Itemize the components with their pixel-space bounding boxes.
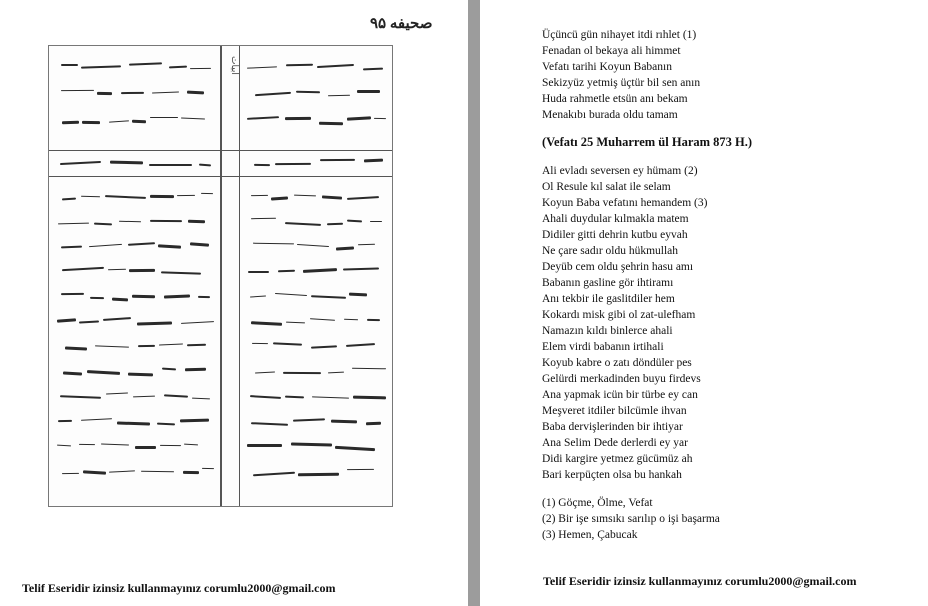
- handwritten-stroke: [303, 268, 337, 273]
- handwritten-stroke: [137, 322, 172, 326]
- handwritten-stroke: [103, 317, 131, 321]
- handwritten-stroke: [150, 195, 174, 198]
- handwritten-stroke: [252, 343, 268, 344]
- verse-line: Didiler gitti dehrin kutbu eyvah: [542, 229, 688, 241]
- handwritten-stroke: [312, 396, 349, 398]
- handwritten-stroke: [62, 198, 76, 201]
- handwritten-stroke: [347, 220, 362, 223]
- handwritten-stroke: [285, 222, 321, 226]
- handwritten-stroke: [61, 293, 84, 295]
- handwritten-stroke: [310, 318, 335, 320]
- handwritten-stroke: [63, 372, 82, 376]
- handwritten-stroke: [293, 418, 325, 421]
- handwritten-stroke: [320, 159, 355, 161]
- handwritten-stroke: [353, 396, 386, 400]
- handwritten-stroke: [187, 91, 204, 95]
- handwritten-stroke: [97, 92, 112, 95]
- handwritten-stroke: [322, 195, 342, 199]
- stanza-2: [542, 163, 752, 483]
- handwritten-stroke: [286, 322, 305, 324]
- verse-line: Ol Resule kıl salat ile selam: [542, 181, 671, 193]
- verse-line: Koyun Baba vefatını hemandem (3): [542, 197, 708, 209]
- handwritten-stroke: [296, 91, 320, 94]
- handwritten-stroke: [298, 473, 339, 477]
- death-date: (Vefatı 25 Muharrem ül Haram 873 H.): [542, 135, 753, 149]
- handwritten-stroke: [343, 267, 379, 270]
- handwritten-stroke: [190, 242, 209, 246]
- handwritten-stroke: [275, 293, 307, 296]
- handwritten-stroke: [62, 267, 104, 271]
- verse-line: Kokardı misk gibi ol zat-ulefham: [542, 309, 696, 321]
- handwritten-stroke: [95, 345, 129, 347]
- handwritten-stroke: [79, 320, 99, 323]
- handwritten-stroke: [128, 242, 155, 246]
- handwritten-stroke: [331, 420, 357, 424]
- handwritten-stroke: [187, 344, 206, 346]
- handwritten-stroke: [358, 244, 375, 246]
- header-rule: [49, 150, 392, 151]
- transcription-page: [480, 0, 928, 606]
- handwritten-stroke: [177, 195, 195, 196]
- handwritten-stroke: [255, 92, 291, 96]
- handwritten-stroke: [158, 244, 181, 248]
- handwritten-stroke: [327, 223, 343, 226]
- handwritten-stroke: [366, 422, 381, 426]
- copyright-footer: Telif Eseridir izinsiz kullanmayınız corumlu2000@gmail.com: [543, 574, 857, 588]
- handwritten-stroke: [278, 270, 295, 273]
- handwritten-stroke: [367, 319, 380, 321]
- handwritten-stroke: [129, 269, 155, 272]
- handwritten-stroke: [150, 220, 182, 222]
- header-rule: [49, 176, 392, 177]
- verse-line: Menakıbı burada oldu tamam: [542, 109, 678, 121]
- handwritten-stroke: [106, 393, 128, 395]
- handwritten-stroke: [328, 95, 350, 96]
- verse-line: Ana yapmak icün bir türbe ey can: [542, 389, 698, 401]
- handwritten-stroke: [112, 298, 128, 302]
- verse-line: Ne çare sadır oldu hükmullah: [542, 245, 679, 257]
- handwritten-stroke: [273, 342, 302, 345]
- handwritten-stroke: [192, 398, 210, 400]
- handwritten-stroke: [152, 92, 179, 94]
- handwritten-stroke: [164, 394, 188, 397]
- handwritten-stroke: [185, 368, 206, 372]
- handwritten-stroke: [57, 318, 76, 322]
- handwritten-stroke: [164, 294, 190, 298]
- handwritten-stroke: [162, 368, 176, 371]
- page-number: صحیفه ۹۵: [370, 16, 433, 32]
- handwritten-stroke: [201, 193, 213, 194]
- handwritten-stroke: [149, 164, 192, 166]
- handwritten-stroke: [159, 343, 183, 345]
- handwritten-stroke: [105, 195, 146, 199]
- handwritten-stroke: [87, 370, 120, 375]
- footnote: (3) Hemen, Çabucak: [542, 529, 638, 541]
- verse-line: Didi kargire yetmez gücümüz ah: [542, 453, 693, 465]
- handwritten-stroke: [65, 346, 87, 350]
- handwritten-stroke: [183, 471, 199, 474]
- handwritten-stroke: [83, 470, 106, 474]
- handwritten-stroke: [285, 117, 311, 120]
- handwritten-stroke: [133, 396, 155, 398]
- page-divider: [468, 0, 480, 606]
- poem-text: [542, 27, 752, 543]
- verse-line: Sekizyüz yetmiş üçtür bil sen anın: [542, 77, 701, 89]
- handwritten-stroke: [90, 297, 104, 299]
- handwritten-stroke: [89, 244, 122, 247]
- handwritten-stroke: [117, 421, 150, 425]
- handwritten-stroke: [363, 68, 383, 71]
- handwritten-stroke: [184, 444, 198, 446]
- handwritten-stroke: [181, 118, 205, 120]
- handwritten-stroke: [319, 122, 343, 125]
- handwritten-stroke: [250, 395, 281, 399]
- handwritten-stroke: [335, 446, 375, 451]
- verse-line: Ahali duydular kılmakla matem: [542, 213, 689, 225]
- verse-line: Vefatı tarihi Koyun Babanın: [542, 61, 672, 73]
- verse-line: Bari kerpüçten olsa bu hankah: [542, 469, 682, 481]
- column-divider: [239, 46, 240, 506]
- margin-note: ابیات: [229, 56, 239, 75]
- handwritten-stroke: [317, 64, 354, 68]
- handwritten-stroke: [198, 296, 210, 298]
- handwritten-stroke: [169, 66, 187, 69]
- footnote: (2) Bir işe sımsıkı sarılıp o işi başarma: [542, 513, 720, 525]
- handwritten-stroke: [247, 66, 277, 68]
- handwritten-stroke: [247, 116, 279, 120]
- handwritten-stroke: [58, 223, 89, 225]
- handwritten-stroke: [61, 90, 94, 91]
- handwritten-stroke: [294, 195, 316, 197]
- handwritten-stroke: [202, 468, 214, 469]
- handwritten-stroke: [138, 345, 155, 347]
- handwritten-stroke: [79, 444, 95, 445]
- verse-line: Deyüb cem oldu şehrin hasu amı: [542, 261, 694, 273]
- handwritten-stroke: [81, 418, 112, 421]
- footnotes: [542, 495, 752, 543]
- verse-line: Fenadan ol bekaya ali himmet: [542, 45, 681, 57]
- handwritten-stroke: [161, 271, 201, 274]
- handwritten-stroke: [248, 271, 269, 273]
- handwritten-stroke: [297, 244, 329, 247]
- handwritten-stroke: [347, 469, 374, 470]
- handwritten-stroke: [286, 64, 313, 67]
- verse-line: Namazın kıldı binlerce ahali: [542, 325, 673, 337]
- handwritten-stroke: [188, 220, 205, 224]
- handwritten-stroke: [180, 419, 209, 423]
- handwritten-stroke: [132, 120, 146, 124]
- handwritten-stroke: [344, 319, 358, 321]
- verse-line: Gelürdi merkadinden buyu firdevs: [542, 373, 701, 385]
- verse-line: Ali evladı seversen ey hümam (2): [542, 165, 698, 177]
- verse-line: Anı tekbir ile gaslitdiler hem: [542, 293, 675, 305]
- handwritten-stroke: [60, 395, 101, 399]
- handwritten-stroke: [58, 420, 72, 422]
- handwritten-stroke: [110, 161, 143, 165]
- handwritten-stroke: [61, 64, 78, 66]
- handwritten-stroke: [311, 345, 337, 348]
- handwritten-stroke: [250, 295, 266, 297]
- handwritten-stroke: [347, 116, 371, 120]
- handwritten-stroke: [247, 444, 282, 447]
- handwritten-stroke: [283, 372, 321, 374]
- handwritten-stroke: [129, 62, 162, 65]
- handwritten-stroke: [352, 368, 386, 370]
- handwritten-stroke: [190, 68, 211, 69]
- handwritten-stroke: [285, 396, 304, 399]
- footnote: (1) Göçme, Ölme, Vefat: [542, 497, 653, 509]
- handwritten-stroke: [61, 246, 82, 249]
- handwritten-stroke: [62, 121, 79, 125]
- verse-line: Baba dervişlerinden bir ihtiyar: [542, 421, 683, 433]
- handwritten-stroke: [199, 164, 211, 167]
- handwritten-stroke: [251, 195, 268, 196]
- copyright-footer: Telif Eseridir izinsiz kullanmayınız corumlu2000@gmail.com: [22, 581, 336, 595]
- handwritten-stroke: [251, 422, 288, 426]
- handwritten-stroke: [311, 295, 346, 299]
- handwritten-stroke: [181, 321, 214, 324]
- handwritten-stroke: [128, 373, 153, 377]
- verse-line: Elem virdi babanın irtihali: [542, 341, 664, 353]
- handwritten-stroke: [251, 218, 276, 219]
- handwritten-stroke: [60, 161, 101, 165]
- handwritten-stroke: [275, 163, 311, 165]
- handwritten-stroke: [81, 65, 121, 68]
- handwritten-stroke: [271, 196, 288, 200]
- handwritten-stroke: [119, 221, 141, 223]
- handwritten-stroke: [346, 343, 375, 347]
- verse-line: Huda rahmetle etsün anı bekam: [542, 93, 688, 105]
- handwritten-stroke: [255, 371, 275, 373]
- stanza-1: [542, 27, 752, 123]
- verse-line: Ana Selim Dede derlerdi ey yar: [542, 437, 688, 449]
- verse-line: Meşveret itdiler bilcümle ihvan: [542, 405, 687, 417]
- handwritten-stroke: [374, 118, 386, 119]
- handwritten-stroke: [141, 471, 174, 473]
- handwritten-stroke: [349, 293, 367, 297]
- handwritten-stroke: [160, 445, 181, 446]
- handwritten-stroke: [364, 159, 383, 163]
- handwritten-stroke: [135, 446, 156, 449]
- handwritten-stroke: [121, 92, 144, 94]
- handwritten-stroke: [253, 243, 294, 245]
- handwritten-stroke: [94, 223, 112, 226]
- handwritten-stroke: [336, 246, 354, 250]
- handwritten-stroke: [370, 221, 382, 222]
- handwritten-stroke: [108, 269, 126, 270]
- handwritten-stroke: [109, 470, 135, 472]
- handwritten-stroke: [157, 423, 175, 426]
- handwritten-stroke: [328, 372, 344, 374]
- handwritten-stroke: [357, 90, 380, 93]
- verse-line: Koyub kabre o zatı döndüler pes: [542, 357, 692, 369]
- handwritten-stroke: [251, 321, 282, 326]
- handwritten-stroke: [150, 117, 178, 118]
- handwritten-stroke: [291, 442, 332, 446]
- manuscript-image: [48, 45, 393, 507]
- handwritten-stroke: [101, 443, 129, 445]
- handwritten-stroke: [253, 472, 295, 477]
- handwritten-stroke: [81, 196, 100, 198]
- handwritten-stroke: [82, 121, 100, 124]
- handwritten-stroke: [62, 473, 79, 474]
- handwritten-stroke: [109, 120, 129, 122]
- handwritten-stroke: [132, 295, 155, 299]
- handwritten-stroke: [254, 164, 270, 166]
- verse-line: Babanın gasline gör ihtiramı: [542, 277, 674, 289]
- column-divider: [220, 46, 222, 506]
- handwritten-stroke: [57, 445, 71, 447]
- handwritten-stroke: [347, 196, 379, 200]
- verse-line: Üçüncü gün nihayet itdi rıhlet (1): [542, 29, 697, 41]
